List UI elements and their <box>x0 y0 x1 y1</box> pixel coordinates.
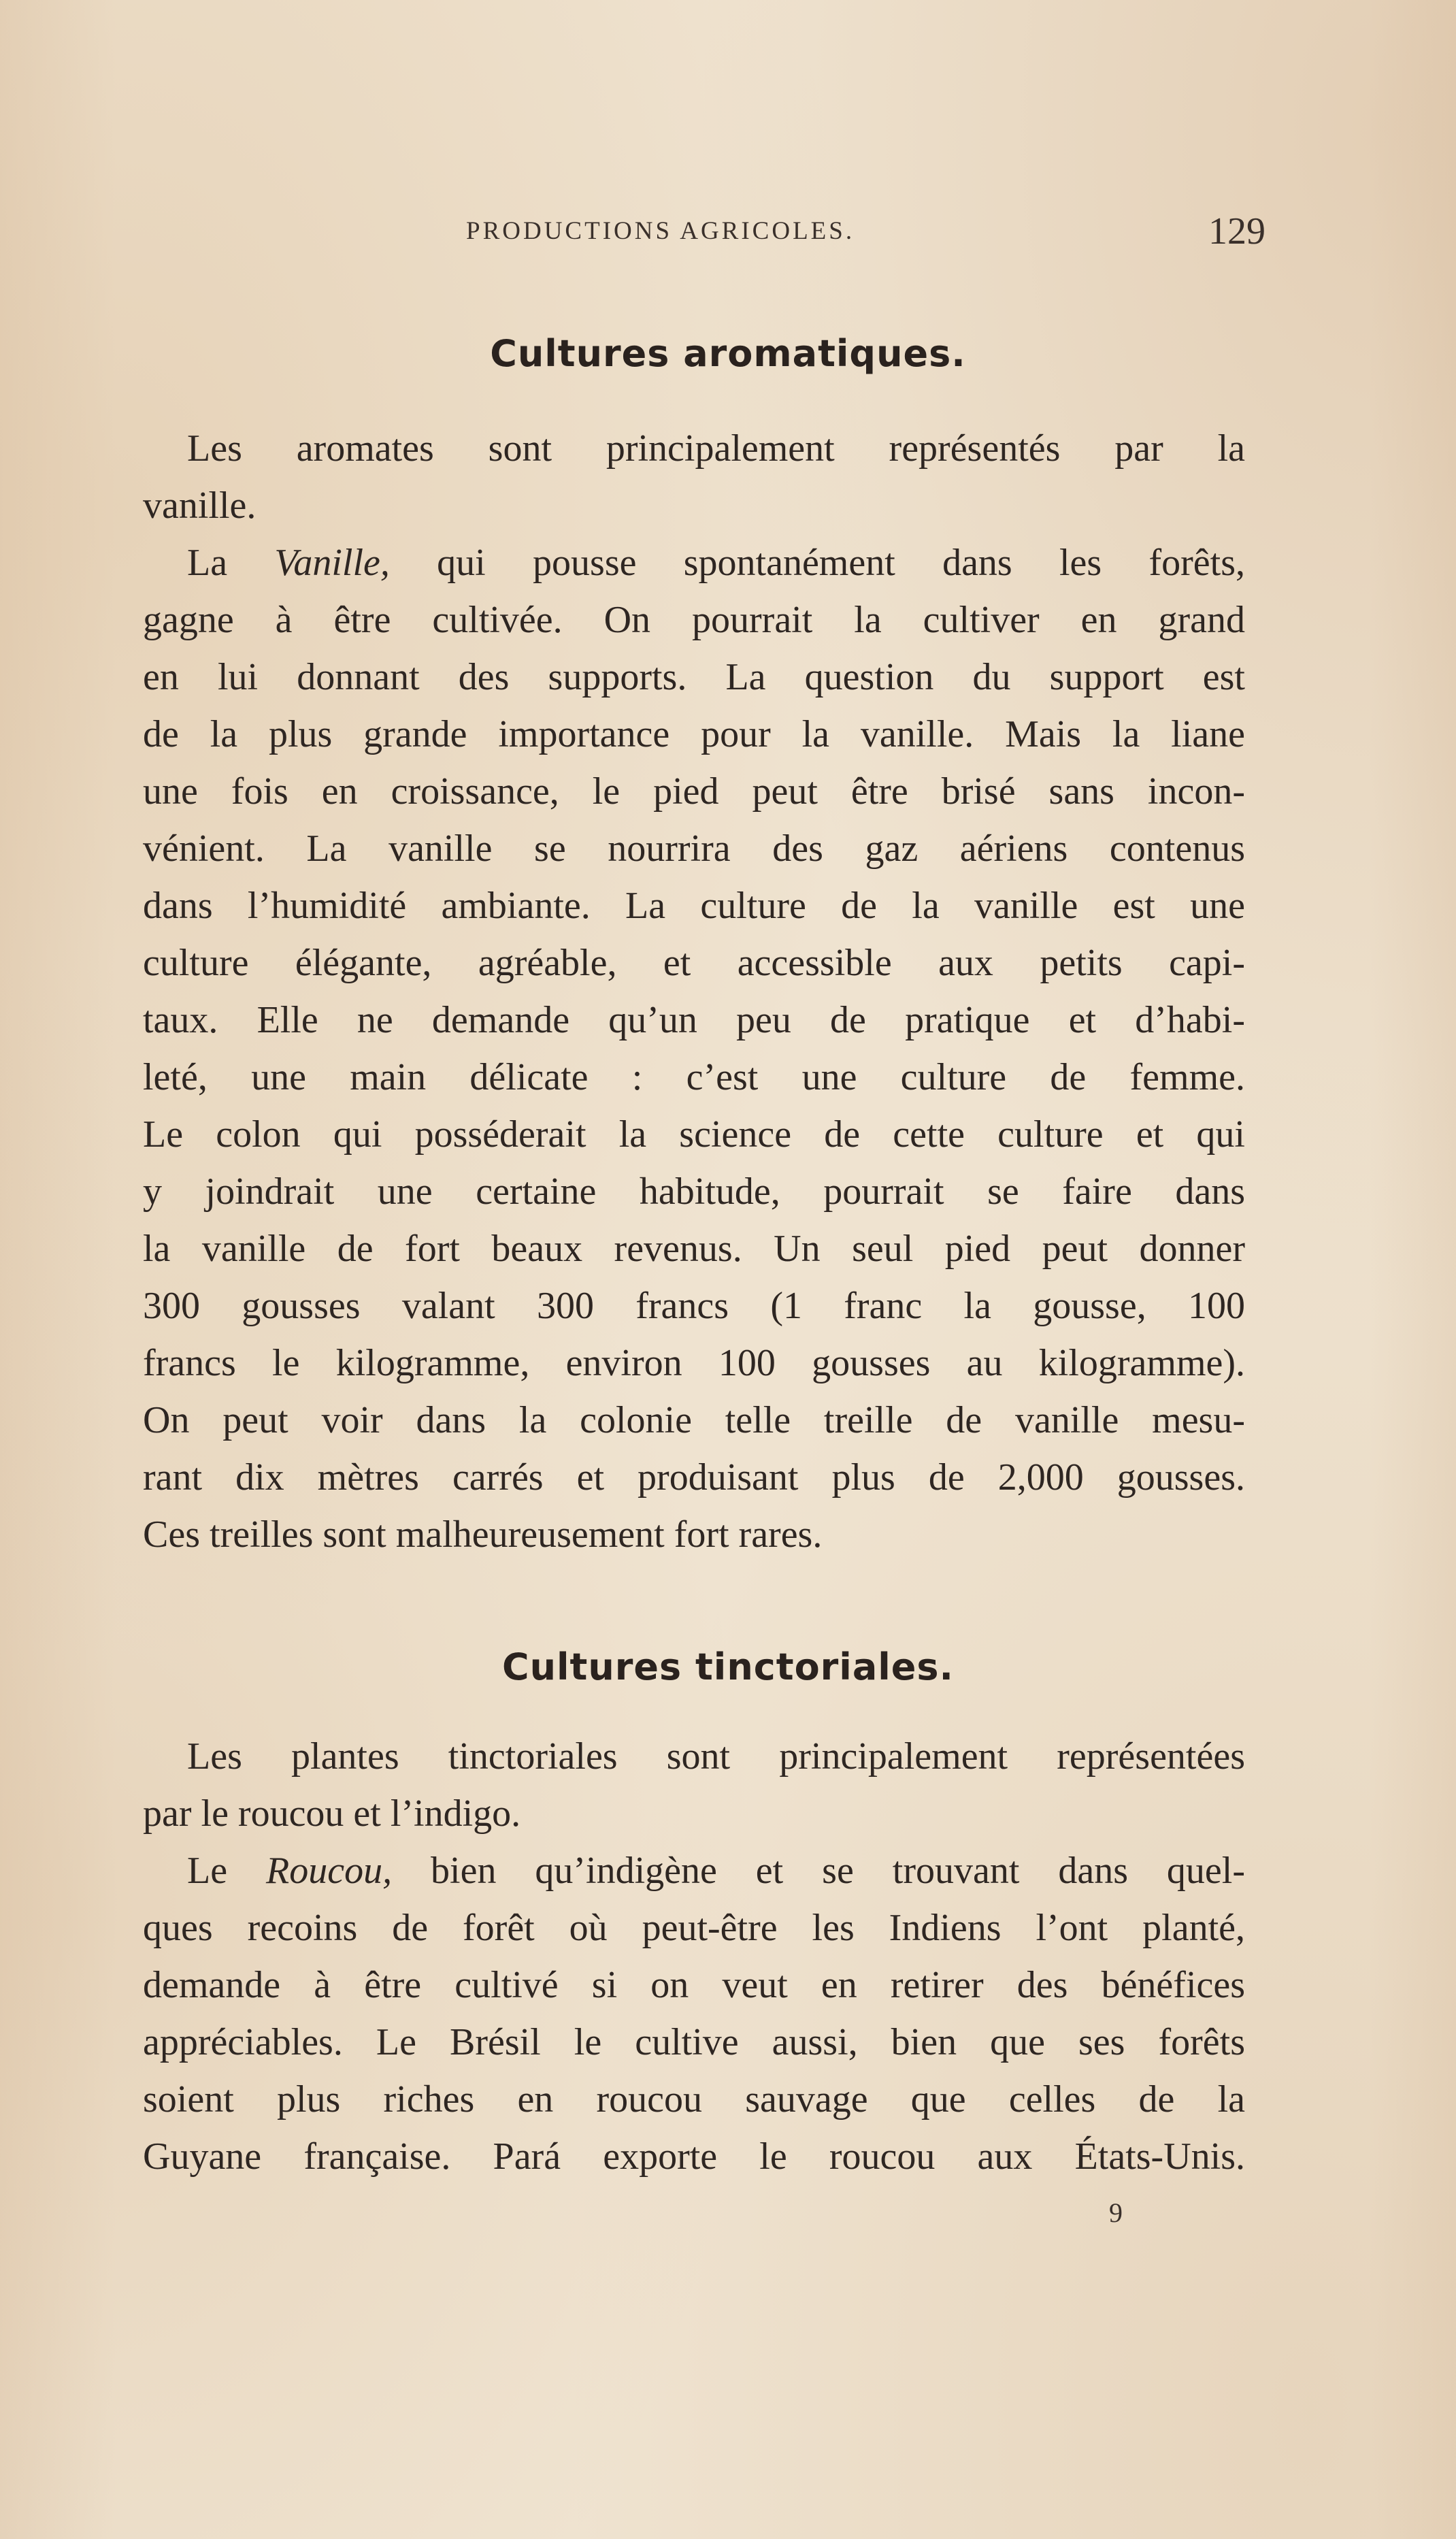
paragraph-line: gagne à être cultivée. On pourrait la cultiver en grand <box>143 599 1245 641</box>
paragraph-line: une fois en croissance, le pied peut être brisé sans incon- <box>143 770 1245 813</box>
paragraph-line: Guyane française. Pará exporte le roucou aux États-Unis. <box>143 2135 1245 2178</box>
paragraph-line: 300 gousses valant 300 francs (1 franc la gousse, 100 <box>143 1285 1245 1327</box>
paragraph-line: vénient. La vanille se nourrira des gaz aériens contenus <box>143 828 1245 870</box>
page-number: 129 <box>1208 210 1265 252</box>
paragraph-line: Les aromates sont principalement représentés par la <box>187 427 1245 470</box>
running-title: PRODUCTIONS AGRICOLES. <box>466 217 855 245</box>
paragraph-line: ques recoins de forêt où peut-être les Indiens l’ont planté, <box>143 1907 1245 1949</box>
paragraph-line: y joindrait une certaine habitude, pourrait se faire dans <box>143 1170 1245 1213</box>
paragraph-line: en lui donnant des supports. La question du support est <box>143 656 1245 698</box>
paragraph-line: On peut voir dans la colonie telle treille de vanille mesu- <box>143 1399 1245 1441</box>
paragraph-line: Le Roucou, bien qu’indigène et se trouvant dans quel- <box>187 1850 1245 1892</box>
paragraph-line: taux. Elle ne demande qu’un peu de pratique et d’habi- <box>143 999 1245 1041</box>
paragraph-line: Les plantes tinctoriales sont principalement représentées <box>187 1735 1245 1778</box>
paragraph-line: de la plus grande importance pour la vanille. Mais la liane <box>143 713 1245 755</box>
paragraph-line: rant dix mètres carrés et produisant plus de 2,000 gousses. <box>143 1456 1245 1498</box>
paragraph-line: La Vanille, qui pousse spontanément dans les forêts, <box>187 542 1245 584</box>
paragraph-line: leté, une main délicate : c’est une culture de femme. <box>143 1056 1245 1098</box>
paragraph-line: soient plus riches en roucou sauvage que celles de la <box>143 2078 1245 2120</box>
paragraph-line: par le roucou et l’indigo. <box>143 1792 521 1835</box>
paragraph-line: culture élégante, agréable, et accessible aux petits capi- <box>143 942 1245 984</box>
running-head <box>143 210 1265 257</box>
paragraph-line: appréciables. Le Brésil le cultive aussi, bien que ses forêts <box>143 2021 1245 2063</box>
paragraph-line: la vanille de fort beaux revenus. Un seul pied peut donner <box>143 1228 1245 1270</box>
paragraph-line: Le colon qui posséderait la science de cette culture et qui <box>143 1113 1245 1156</box>
paragraph-line: Ces treilles sont malheureusement fort rares. <box>143 1513 823 1556</box>
section-heading-aromatiques: Cultures aromatiques. <box>490 332 966 375</box>
section-heading-tinctoriales: Cultures tinctoriales. <box>501 1645 955 1688</box>
paragraph-line: demande à être cultivé si on veut en retirer des bénéfices <box>143 1964 1245 2006</box>
paragraph-line: dans l’humidité ambiante. La culture de la vanille est une <box>143 885 1245 927</box>
paragraph-line: vanille. <box>143 485 257 527</box>
paragraph-line: francs le kilogramme, environ 100 gousses au kilogramme). <box>143 1342 1245 1384</box>
signature-mark: 9 <box>1109 2197 1123 2228</box>
